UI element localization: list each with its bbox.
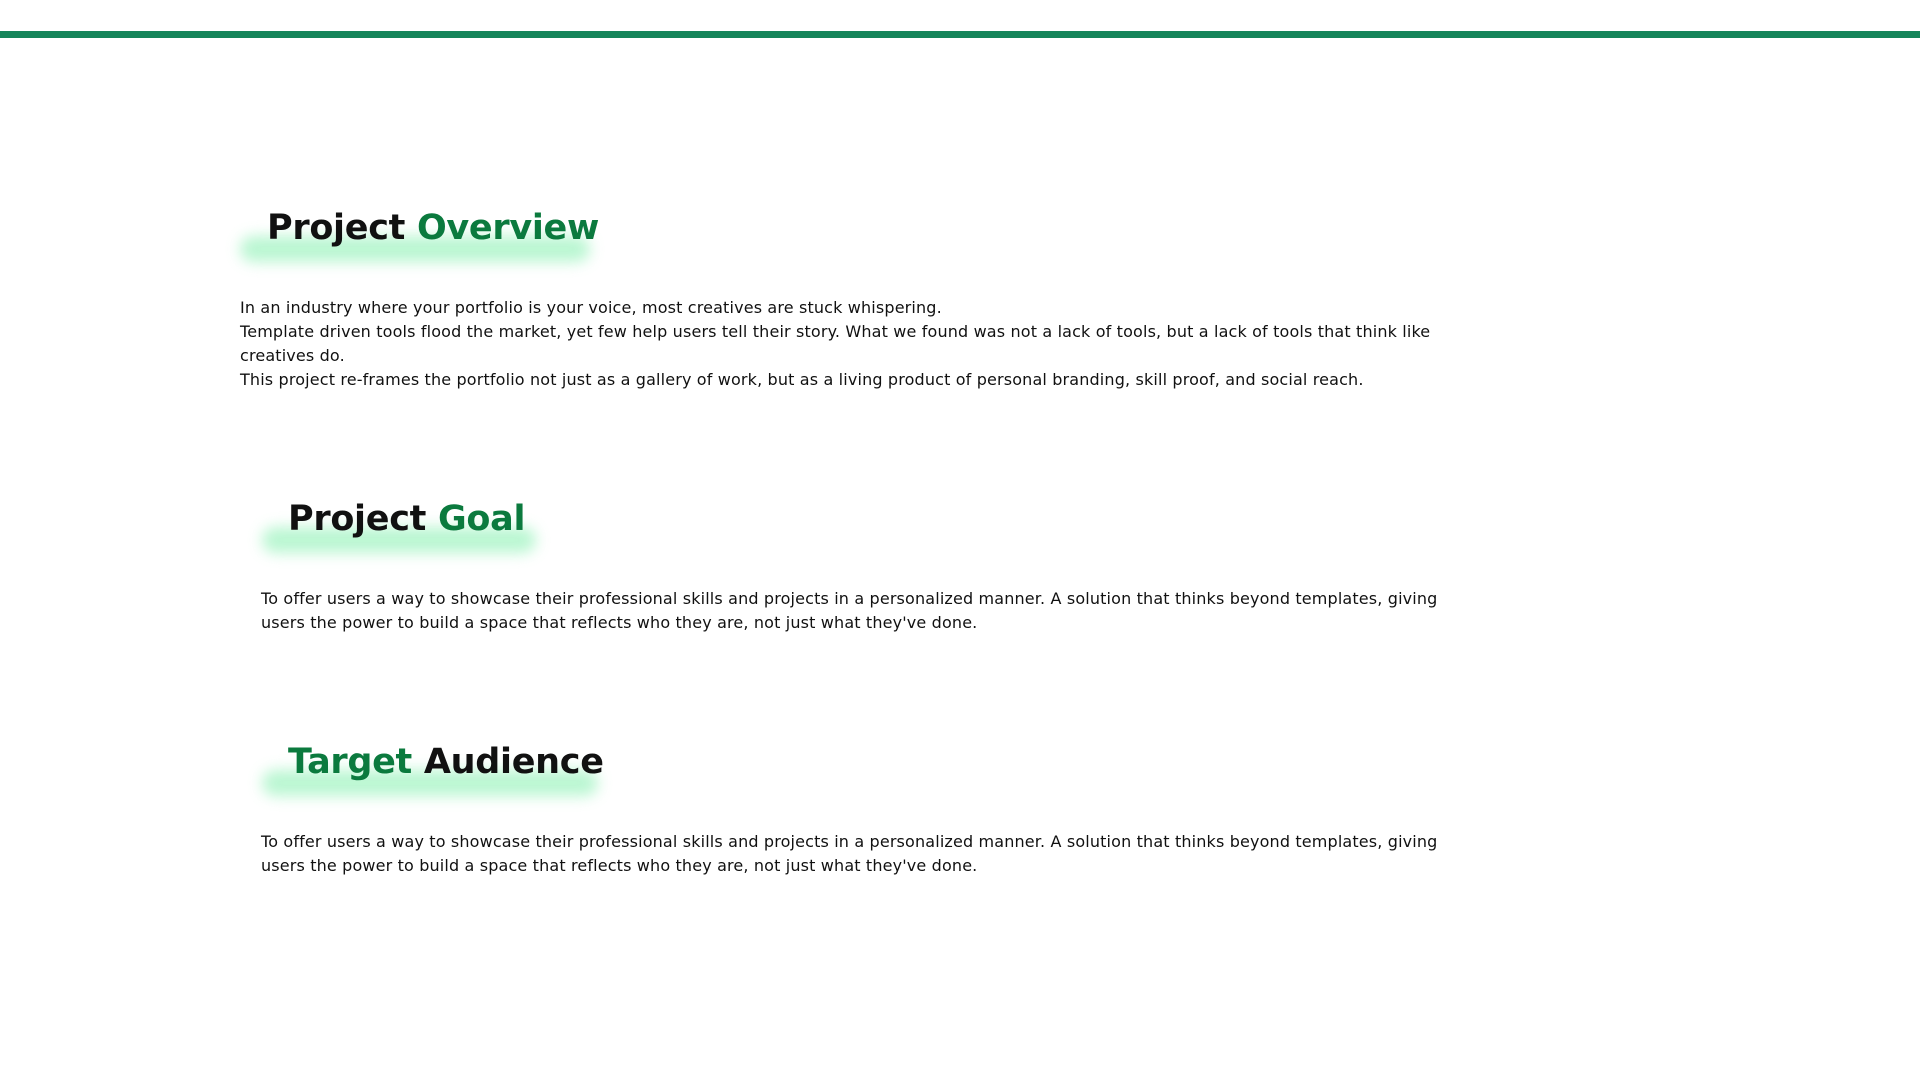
- overview-line-3: This project re-frames the portfolio not just as a gallery of work, but as a living product of personal branding, skill proof, and social reach.: [240, 370, 1364, 389]
- heading-word-green: Overview: [416, 208, 600, 248]
- project-goal-text: To offer users a way to showcase their professional skills and projects in a personalized manner. A solution that thinks beyond templates, giving users the power to build a space that reflects who they are, not just what they've done.: [261, 589, 1438, 632]
- project-overview-heading: [267, 206, 599, 250]
- heading-word-dark: Audience: [423, 742, 604, 782]
- project-goal-heading: [288, 497, 525, 541]
- heading-word-dark: Project: [267, 208, 406, 248]
- top-accent-bar: [0, 31, 1920, 38]
- project-goal-heading-wrap: [262, 497, 552, 557]
- heading-word-green: Goal: [437, 499, 526, 539]
- target-audience-text: To offer users a way to showcase their professional skills and projects in a personalized manner. A solution that thinks beyond templates, giving users the power to build a space that reflects who they are, not just what they've done.: [261, 832, 1438, 875]
- project-overview-text: [240, 296, 1435, 392]
- heading-word-dark: Project: [288, 499, 427, 539]
- overview-line-2: Template driven tools flood the market, yet few help users tell their story. What we found was not a lack of tools, but a lack of tools that think like creatives do.: [240, 322, 1431, 365]
- target-audience-heading: [288, 740, 604, 784]
- project-overview-heading-wrap: [240, 206, 600, 266]
- overview-line-1: In an industry where your portfolio is your voice, most creatives are stuck whispering.: [240, 298, 942, 317]
- target-audience-heading-wrap: [262, 740, 612, 800]
- heading-word-green: Target: [288, 742, 412, 782]
